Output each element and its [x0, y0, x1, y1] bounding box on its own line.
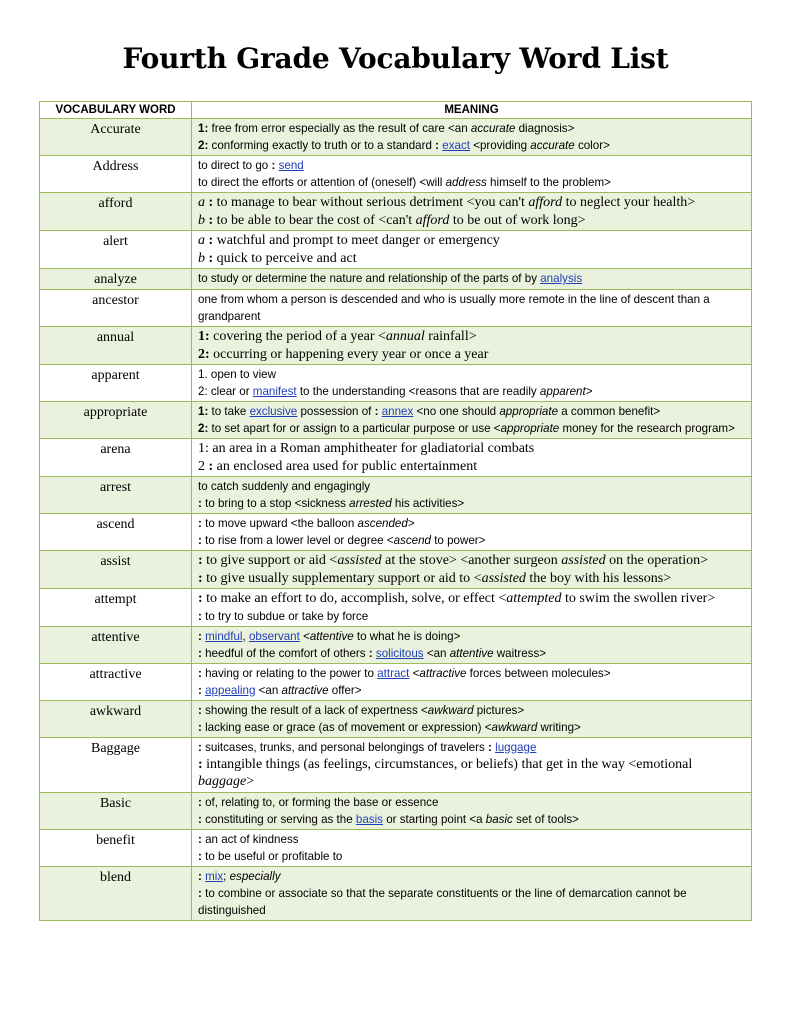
definition-text: to be useful or profitable to — [201, 849, 343, 863]
meaning-line — [198, 608, 745, 625]
example-word: annual — [385, 329, 425, 344]
definition-link[interactable]: appealing — [205, 683, 256, 697]
example-word: ascend — [393, 534, 431, 547]
example-word: apparent — [539, 385, 586, 398]
definition-marker: 1: — [198, 329, 210, 344]
meaning-line — [198, 137, 745, 154]
definition-text: an enclosed area used for public entertainment — [213, 458, 478, 474]
definition-marker: : — [198, 703, 202, 717]
table-row — [40, 589, 752, 627]
definition-marker: : — [208, 250, 214, 266]
definition-link[interactable]: luggage — [495, 740, 537, 754]
vocabulary-word: awkward — [40, 700, 192, 737]
meaning-line — [198, 756, 745, 791]
definition-text: 2 — [198, 458, 209, 474]
meaning-line — [198, 885, 745, 919]
definition-text: to combine or associate so that the separate constituents or the line of demarcation cannot be distinguished — [198, 886, 687, 917]
meaning-line — [198, 719, 745, 736]
definition-marker: : — [198, 534, 202, 547]
example-word: awkward — [427, 703, 474, 717]
word-meaning — [192, 514, 752, 551]
definition-text: to be out of work long> — [449, 212, 586, 228]
definition-link[interactable]: solicitous — [375, 646, 424, 660]
word-meaning — [192, 439, 752, 477]
definition-text: lacking ease or grace (as of movement or expression) < — [201, 720, 492, 734]
definition-link[interactable]: annex — [381, 405, 414, 418]
vocabulary-word: blend — [40, 866, 192, 920]
meaning-line — [198, 495, 745, 512]
definition-text: to the understanding <reasons that are readily — [296, 385, 540, 398]
table-row — [40, 365, 752, 402]
definition-text: 1: an area in a Roman amphitheater for gladiatorial combats — [198, 441, 535, 456]
vocabulary-table — [39, 101, 752, 921]
table-header-row — [40, 102, 752, 119]
definition-text: watchful and prompt to meet danger or emergency — [213, 233, 500, 248]
word-meaning — [192, 737, 752, 792]
meaning-line — [198, 383, 745, 400]
definition-text: on the operation> — [605, 553, 708, 568]
definition-text: an act of kindness — [201, 832, 299, 846]
definition-text: himself to the problem> — [486, 176, 611, 189]
example-word: accurate — [470, 122, 516, 135]
definition-text: set of tools> — [512, 812, 579, 826]
definition-text: the boy with his lessons> — [525, 570, 672, 586]
meaning-line — [198, 270, 745, 287]
meaning-line — [198, 532, 745, 549]
table-row — [40, 269, 752, 290]
word-meaning — [192, 156, 752, 193]
meaning-line — [198, 478, 745, 495]
definition-text: to swim the swollen river> — [561, 591, 716, 606]
definition-link[interactable]: manifest — [252, 385, 297, 398]
definition-marker: : — [198, 720, 202, 734]
example-word: accurate — [530, 139, 575, 152]
definition-text: <an — [255, 683, 282, 697]
definition-text: suitcases, trunks, and personal belongings of travelers — [201, 740, 489, 754]
definition-text: covering the period of a year < — [209, 329, 386, 344]
definition-text: <no one should — [413, 405, 500, 418]
vocabulary-word: arrest — [40, 477, 192, 514]
vocabulary-word: Baggage — [40, 737, 192, 792]
definition-marker: : — [198, 832, 202, 846]
definition-text: 1. open to view — [198, 368, 276, 381]
definition-text: or starting point <a — [382, 812, 486, 826]
definition-marker: : — [198, 683, 202, 697]
vocabulary-word: Basic — [40, 792, 192, 829]
table-row — [40, 327, 752, 365]
meaning-line — [198, 628, 745, 645]
meaning-line — [198, 665, 745, 682]
definition-marker: 2: — [198, 346, 210, 362]
vocabulary-word: attentive — [40, 626, 192, 663]
definition-text: offer> — [328, 683, 362, 697]
example-word: attractive — [281, 683, 329, 697]
definition-text: to give support or aid < — [202, 553, 338, 568]
example-word: attentive — [449, 646, 494, 660]
meaning-line — [198, 120, 745, 137]
example-word: assisted — [561, 553, 606, 568]
definition-text: to power> — [430, 534, 486, 547]
table-row — [40, 439, 752, 477]
example-word: awkward — [491, 720, 538, 734]
meaning-line — [198, 848, 745, 865]
meaning-line — [198, 831, 745, 848]
page-title: Fourth Grade Vocabulary Word List — [122, 42, 669, 75]
definition-text: > — [407, 517, 415, 530]
definition-text: money for the research program> — [559, 422, 735, 435]
word-meaning — [192, 477, 752, 514]
definition-text: conforming exactly to truth or to a standard — [208, 139, 436, 152]
definition-text: to give usually supplementary support or aid to < — [202, 570, 482, 586]
table-row — [40, 402, 752, 439]
table-row — [40, 290, 752, 327]
definition-marker: : — [368, 646, 373, 660]
meaning-line — [198, 552, 745, 570]
table-row — [40, 551, 752, 589]
example-word: address — [445, 176, 487, 189]
meaning-line — [198, 250, 745, 268]
word-meaning — [192, 193, 752, 231]
definition-text: ; — [223, 869, 230, 883]
word-meaning — [192, 551, 752, 589]
word-meaning — [192, 829, 752, 866]
vocabulary-word: assist — [40, 551, 192, 589]
example-word: attempted — [506, 591, 562, 606]
meaning-line — [198, 403, 745, 420]
definition-text: to make an effort to do, accomplish, solve, or effect < — [202, 591, 507, 606]
vocabulary-word: attempt — [40, 589, 192, 627]
definition-marker: : — [208, 195, 214, 210]
definition-marker: : — [208, 212, 214, 228]
definition-marker: : — [208, 233, 214, 248]
definition-text: waitress> — [493, 646, 547, 660]
definition-text: > — [246, 774, 255, 789]
example-word: attentive — [309, 629, 354, 643]
example-word: a — [198, 233, 205, 248]
word-meaning — [192, 866, 752, 920]
meaning-line — [198, 420, 745, 437]
vocabulary-word: benefit — [40, 829, 192, 866]
vocabulary-word: ascend — [40, 514, 192, 551]
meaning-line — [198, 645, 745, 662]
table-row — [40, 866, 752, 920]
vocabulary-word: appropriate — [40, 402, 192, 439]
definition-text: < — [299, 629, 310, 643]
table-row — [40, 477, 752, 514]
word-meaning — [192, 589, 752, 627]
definition-text: occurring or happening every year or once a year — [209, 346, 489, 362]
example-word: afford — [415, 212, 450, 228]
definition-link[interactable]: analysis — [540, 272, 583, 285]
vocabulary-word: alert — [40, 231, 192, 269]
example-word: b — [198, 250, 205, 266]
definition-marker: : — [208, 458, 214, 474]
definition-text: to study or determine the nature and relationship of the parts of by — [198, 272, 541, 285]
example-word: basic — [485, 812, 513, 826]
definition-text: to move upward <the balloon — [201, 517, 358, 530]
example-word: arrested — [349, 497, 392, 510]
vocabulary-word: attractive — [40, 663, 192, 700]
example-word: assisted — [481, 570, 526, 586]
vocabulary-word: afford — [40, 193, 192, 231]
definition-text: 2: clear or — [198, 385, 253, 398]
definition-marker: : — [435, 139, 440, 152]
vocabulary-word: Address — [40, 156, 192, 193]
definition-text: to direct to go — [198, 159, 272, 172]
table-row — [40, 737, 752, 792]
definition-link[interactable]: observant — [248, 629, 300, 643]
definition-marker: : — [198, 609, 202, 623]
definition-text: pictures> — [473, 703, 525, 717]
definition-text: having or relating to the power to — [201, 666, 378, 680]
meaning-line — [198, 682, 745, 699]
definition-text: to rise from a lower level or degree < — [201, 534, 394, 547]
definition-marker: : — [198, 795, 202, 809]
vocabulary-word: annual — [40, 327, 192, 365]
table-row — [40, 193, 752, 231]
definition-text: color> — [574, 139, 610, 152]
definition-text: diagnosis> — [515, 122, 575, 135]
word-meaning — [192, 119, 752, 156]
definition-text: rainfall> — [424, 329, 477, 344]
example-word: baggage — [198, 774, 247, 789]
definition-text: > — [585, 385, 593, 398]
definition-text: to set apart for or assign to a particular purpose or use < — [208, 422, 501, 435]
definition-text: of, relating to, or forming the base or essence — [201, 795, 439, 809]
definition-link[interactable]: basis — [355, 812, 383, 826]
definition-marker: : — [198, 740, 202, 754]
word-meaning — [192, 663, 752, 700]
word-meaning — [192, 290, 752, 327]
meaning-line — [198, 868, 745, 885]
meaning-line — [198, 794, 745, 811]
table-row — [40, 119, 752, 156]
definition-link[interactable]: send — [278, 159, 304, 172]
definition-text: to manage to bear without serious detriment <you can't — [213, 195, 529, 210]
word-meaning — [192, 327, 752, 365]
definition-text: showing the result of a lack of expertness < — [201, 703, 428, 717]
definition-marker: : — [198, 756, 203, 772]
vocabulary-word: arena — [40, 439, 192, 477]
header-vocabulary-word: VOCABULARY WORD — [40, 102, 192, 119]
example-word: a — [198, 195, 205, 210]
definition-marker: 1: — [198, 405, 209, 418]
meaning-line — [198, 232, 745, 250]
definition-text: forces between molecules> — [466, 666, 611, 680]
definition-link[interactable]: mindful — [205, 629, 243, 643]
word-meaning — [192, 792, 752, 829]
definition-marker: : — [198, 591, 203, 606]
vocabulary-word: apparent — [40, 365, 192, 402]
definition-marker: : — [198, 812, 202, 826]
meaning-line — [198, 194, 745, 212]
definition-text: <an — [423, 646, 450, 660]
definition-text: possession of — [297, 405, 375, 418]
definition-text: at the stove> <another surgeon — [381, 553, 562, 568]
definition-marker: : — [198, 497, 202, 510]
definition-marker: : — [198, 629, 202, 643]
definition-link[interactable]: exclusive — [249, 405, 298, 418]
definition-text: his activities> — [391, 497, 465, 510]
meaning-line — [198, 590, 745, 608]
meaning-line — [198, 811, 745, 828]
definition-marker: : — [198, 570, 203, 586]
definition-text: to neglect your health> — [562, 195, 696, 210]
definition-marker: : — [198, 553, 203, 568]
table-row — [40, 514, 752, 551]
meaning-line — [198, 570, 745, 588]
definition-text: heedful of the comfort of others — [201, 646, 369, 660]
table-row — [40, 156, 752, 193]
definition-marker: : — [198, 869, 202, 883]
table-row — [40, 700, 752, 737]
table-row — [40, 829, 752, 866]
definition-marker: : — [488, 740, 492, 754]
header-meaning: MEANING — [192, 102, 752, 119]
example-word: b — [198, 212, 205, 228]
definition-text: < — [409, 666, 420, 680]
definition-marker: : — [198, 517, 202, 530]
example-word: appropriate — [499, 405, 559, 418]
definition-text: <providing — [469, 139, 531, 152]
meaning-line — [198, 174, 745, 191]
definition-text: , — [242, 629, 249, 643]
vocabulary-word: ancestor — [40, 290, 192, 327]
definition-marker: : — [198, 646, 202, 660]
word-meaning — [192, 626, 752, 663]
example-word: attractive — [419, 666, 467, 680]
definition-marker: 2: — [198, 422, 209, 435]
meaning-line — [198, 346, 745, 364]
meaning-line — [198, 702, 745, 719]
definition-text: a common benefit> — [558, 405, 661, 418]
definition-marker: : — [198, 666, 202, 680]
meaning-line — [198, 212, 745, 230]
meaning-line — [198, 440, 745, 458]
definition-text: to what he is doing> — [353, 629, 461, 643]
word-meaning — [192, 402, 752, 439]
example-word: especially — [229, 869, 281, 883]
meaning-line — [198, 458, 745, 476]
definition-text: quick to perceive and act — [213, 250, 357, 266]
vocabulary-word: analyze — [40, 269, 192, 290]
definition-text: to be able to bear the cost of <can't — [213, 212, 416, 228]
table-row — [40, 792, 752, 829]
definition-text: free from error especially as the result of care <an — [208, 122, 471, 135]
definition-text: intangible things (as feelings, circumstances, or beliefs) that get in the way <emotional — [202, 756, 693, 772]
definition-text: to direct the efforts or attention of (oneself) <will — [198, 176, 446, 189]
table-body — [40, 119, 752, 921]
definition-marker: : — [198, 849, 202, 863]
definition-text: one from whom a person is descended and who is usually more remote in the line of descent than a grandparent — [198, 293, 710, 323]
definition-link[interactable]: attract — [377, 666, 410, 680]
example-word: appropriate — [500, 422, 560, 435]
definition-text: to take — [208, 405, 250, 418]
meaning-line — [198, 328, 745, 346]
table-row — [40, 231, 752, 269]
definition-marker: : — [198, 886, 202, 900]
definition-text: to bring to a stop <sickness — [201, 497, 350, 510]
definition-text: to try to subdue or take by force — [201, 609, 369, 623]
definition-marker: 1: — [198, 122, 209, 135]
table-row — [40, 663, 752, 700]
example-word: ascended — [357, 517, 408, 530]
meaning-line — [198, 291, 745, 325]
definition-text: to catch suddenly and engagingly — [198, 480, 371, 493]
table-row — [40, 626, 752, 663]
definition-text: writing> — [537, 720, 581, 734]
word-meaning — [192, 231, 752, 269]
meaning-line — [198, 739, 745, 756]
definition-marker: : — [271, 159, 276, 172]
meaning-line — [198, 366, 745, 383]
word-meaning — [192, 269, 752, 290]
example-word: assisted — [337, 553, 382, 568]
definition-marker: : — [374, 405, 379, 418]
definition-marker: 2: — [198, 139, 209, 152]
definition-link[interactable]: exact — [442, 139, 470, 152]
definition-link[interactable]: mix — [205, 869, 224, 883]
meaning-line — [198, 515, 745, 532]
word-meaning — [192, 700, 752, 737]
word-meaning — [192, 365, 752, 402]
vocabulary-word: Accurate — [40, 119, 192, 156]
meaning-line — [198, 157, 745, 174]
example-word: afford — [528, 195, 563, 210]
definition-text: constituting or serving as the — [201, 812, 356, 826]
